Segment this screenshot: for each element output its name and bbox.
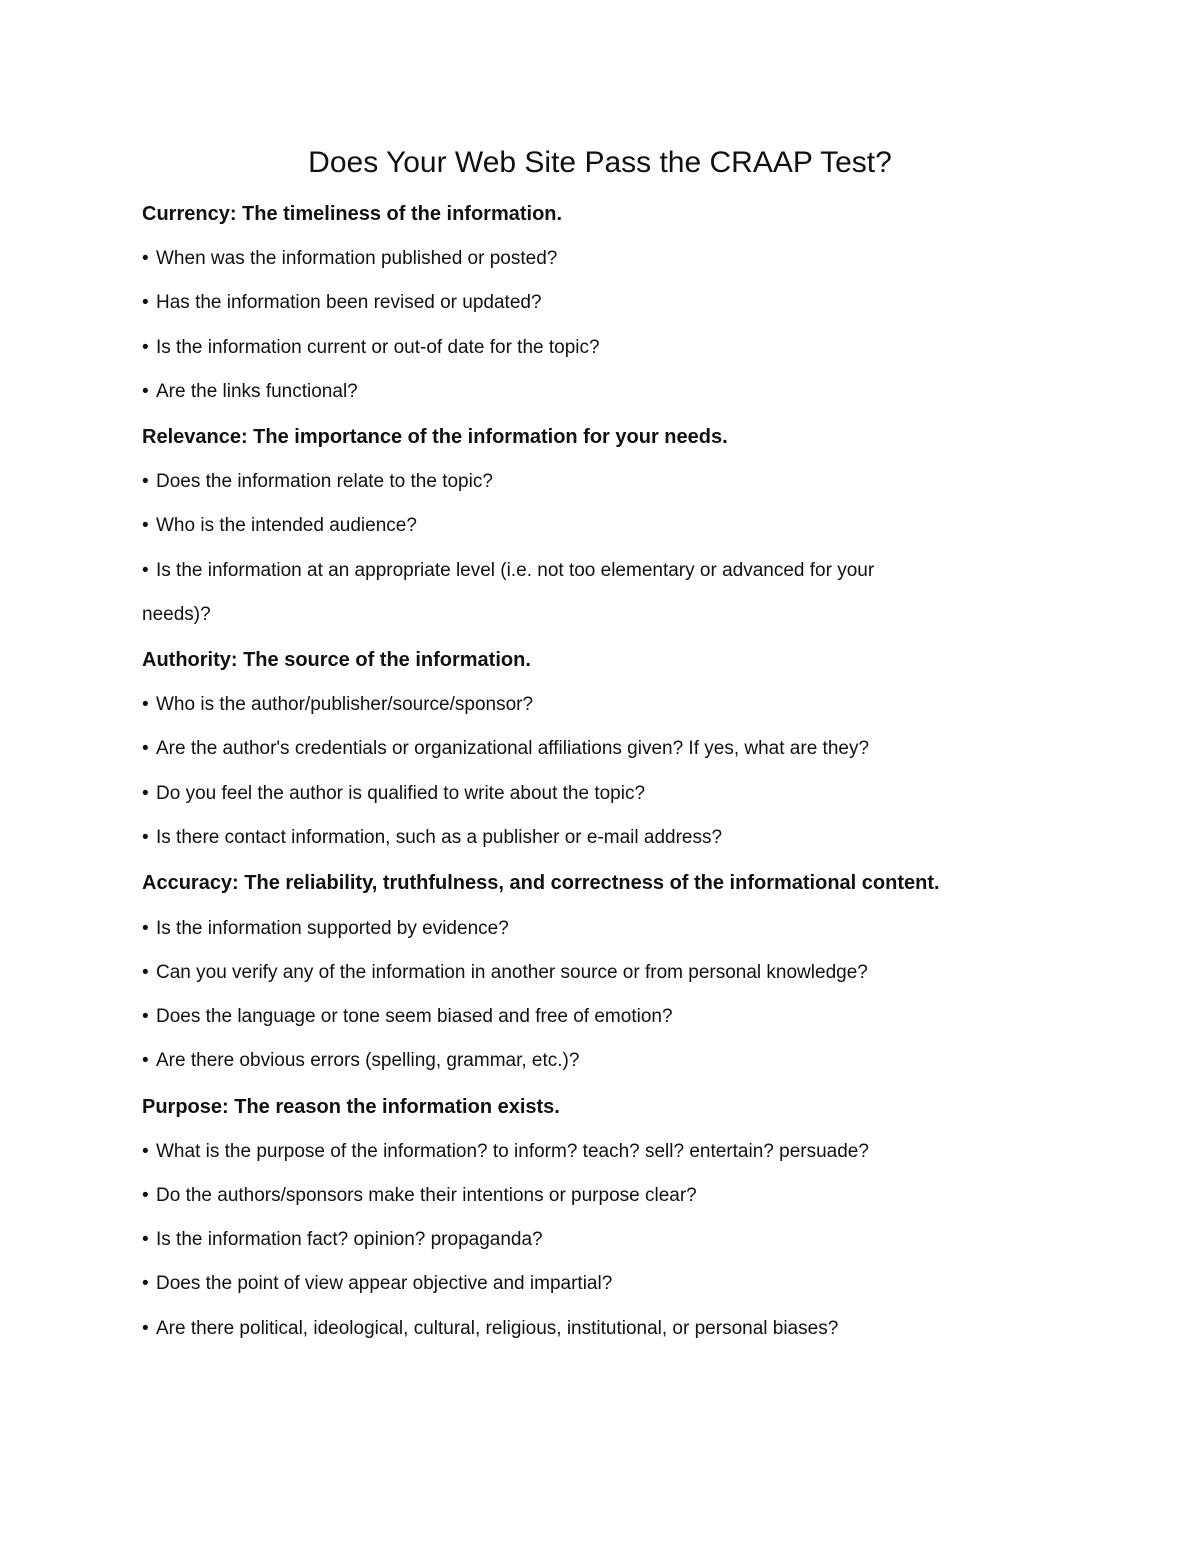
bullet-icon: • <box>142 1273 149 1294</box>
bullet-icon: • <box>142 694 149 715</box>
list-item: • Are there political, ideological, cultural, religious, institutional, or personal biases? <box>142 1316 838 1342</box>
list-item: • Can you verify any of the information in another source or from personal knowledge? <box>142 960 868 986</box>
bullet-icon: • <box>142 381 149 402</box>
bullet-icon: • <box>142 1185 149 1206</box>
list-item: • Do the authors/sponsors make their intentions or purpose clear? <box>142 1183 697 1209</box>
list-item: • Does the information relate to the topic? <box>142 469 493 495</box>
bullet-icon: • <box>142 337 149 358</box>
list-item: • Is the information fact? opinion? propaganda? <box>142 1227 543 1253</box>
list-item: • Is the information at an appropriate level (i.e. not too elementary or advanced for your <box>142 558 874 584</box>
document-title: Does Your Web Site Pass the CRAAP Test? <box>308 146 892 179</box>
bullet-icon: • <box>142 1141 149 1162</box>
section-heading-purpose: Purpose: The reason the information exists. <box>142 1096 560 1118</box>
bullet-icon: • <box>142 560 149 581</box>
list-item: • Are there obvious errors (spelling, grammar, etc.)? <box>142 1048 579 1074</box>
bullet-icon: • <box>142 1006 149 1027</box>
list-item-continuation: needs)? <box>142 604 211 625</box>
section-heading-accuracy: Accuracy: The reliability, truthfulness, and correctness of the informational content. <box>142 872 940 894</box>
list-item: • Is the information current or out-of date for the topic? <box>142 335 600 361</box>
list-item: • Is there contact information, such as a publisher or e-mail address? <box>142 825 722 851</box>
section-heading-authority: Authority: The source of the information. <box>142 649 531 671</box>
bullet-icon: • <box>142 1050 149 1071</box>
bullet-icon: • <box>142 292 149 313</box>
list-item: • Are the author's credentials or organizational affiliations given? If yes, what are they? <box>142 736 869 762</box>
bullet-icon: • <box>142 827 149 848</box>
list-item: • Does the language or tone seem biased and free of emotion? <box>142 1004 673 1030</box>
bullet-icon: • <box>142 1318 149 1339</box>
list-item: • When was the information published or posted? <box>142 246 557 272</box>
section-heading-currency: Currency: The timeliness of the information. <box>142 203 563 225</box>
bullet-icon: • <box>142 515 149 536</box>
list-item: • Does the point of view appear objective and impartial? <box>142 1271 612 1297</box>
section-heading-relevance: Relevance: The importance of the information for your needs. <box>142 426 728 448</box>
bullet-icon: • <box>142 248 149 269</box>
list-item: • Who is the author/publisher/source/sponsor? <box>142 692 533 718</box>
bullet-icon: • <box>142 962 149 983</box>
list-item: • What is the purpose of the information? to inform? teach? sell? entertain? persuade? <box>142 1139 869 1165</box>
list-item: • Who is the intended audience? <box>142 513 417 539</box>
bullet-icon: • <box>142 738 149 759</box>
list-item: • Do you feel the author is qualified to write about the topic? <box>142 781 645 807</box>
bullet-icon: • <box>142 918 149 939</box>
list-item: • Is the information supported by evidence? <box>142 916 509 942</box>
list-item: • Are the links functional? <box>142 379 358 405</box>
list-item: • Has the information been revised or updated? <box>142 290 542 316</box>
bullet-icon: • <box>142 783 149 804</box>
bullet-icon: • <box>142 471 149 492</box>
bullet-icon: • <box>142 1229 149 1250</box>
